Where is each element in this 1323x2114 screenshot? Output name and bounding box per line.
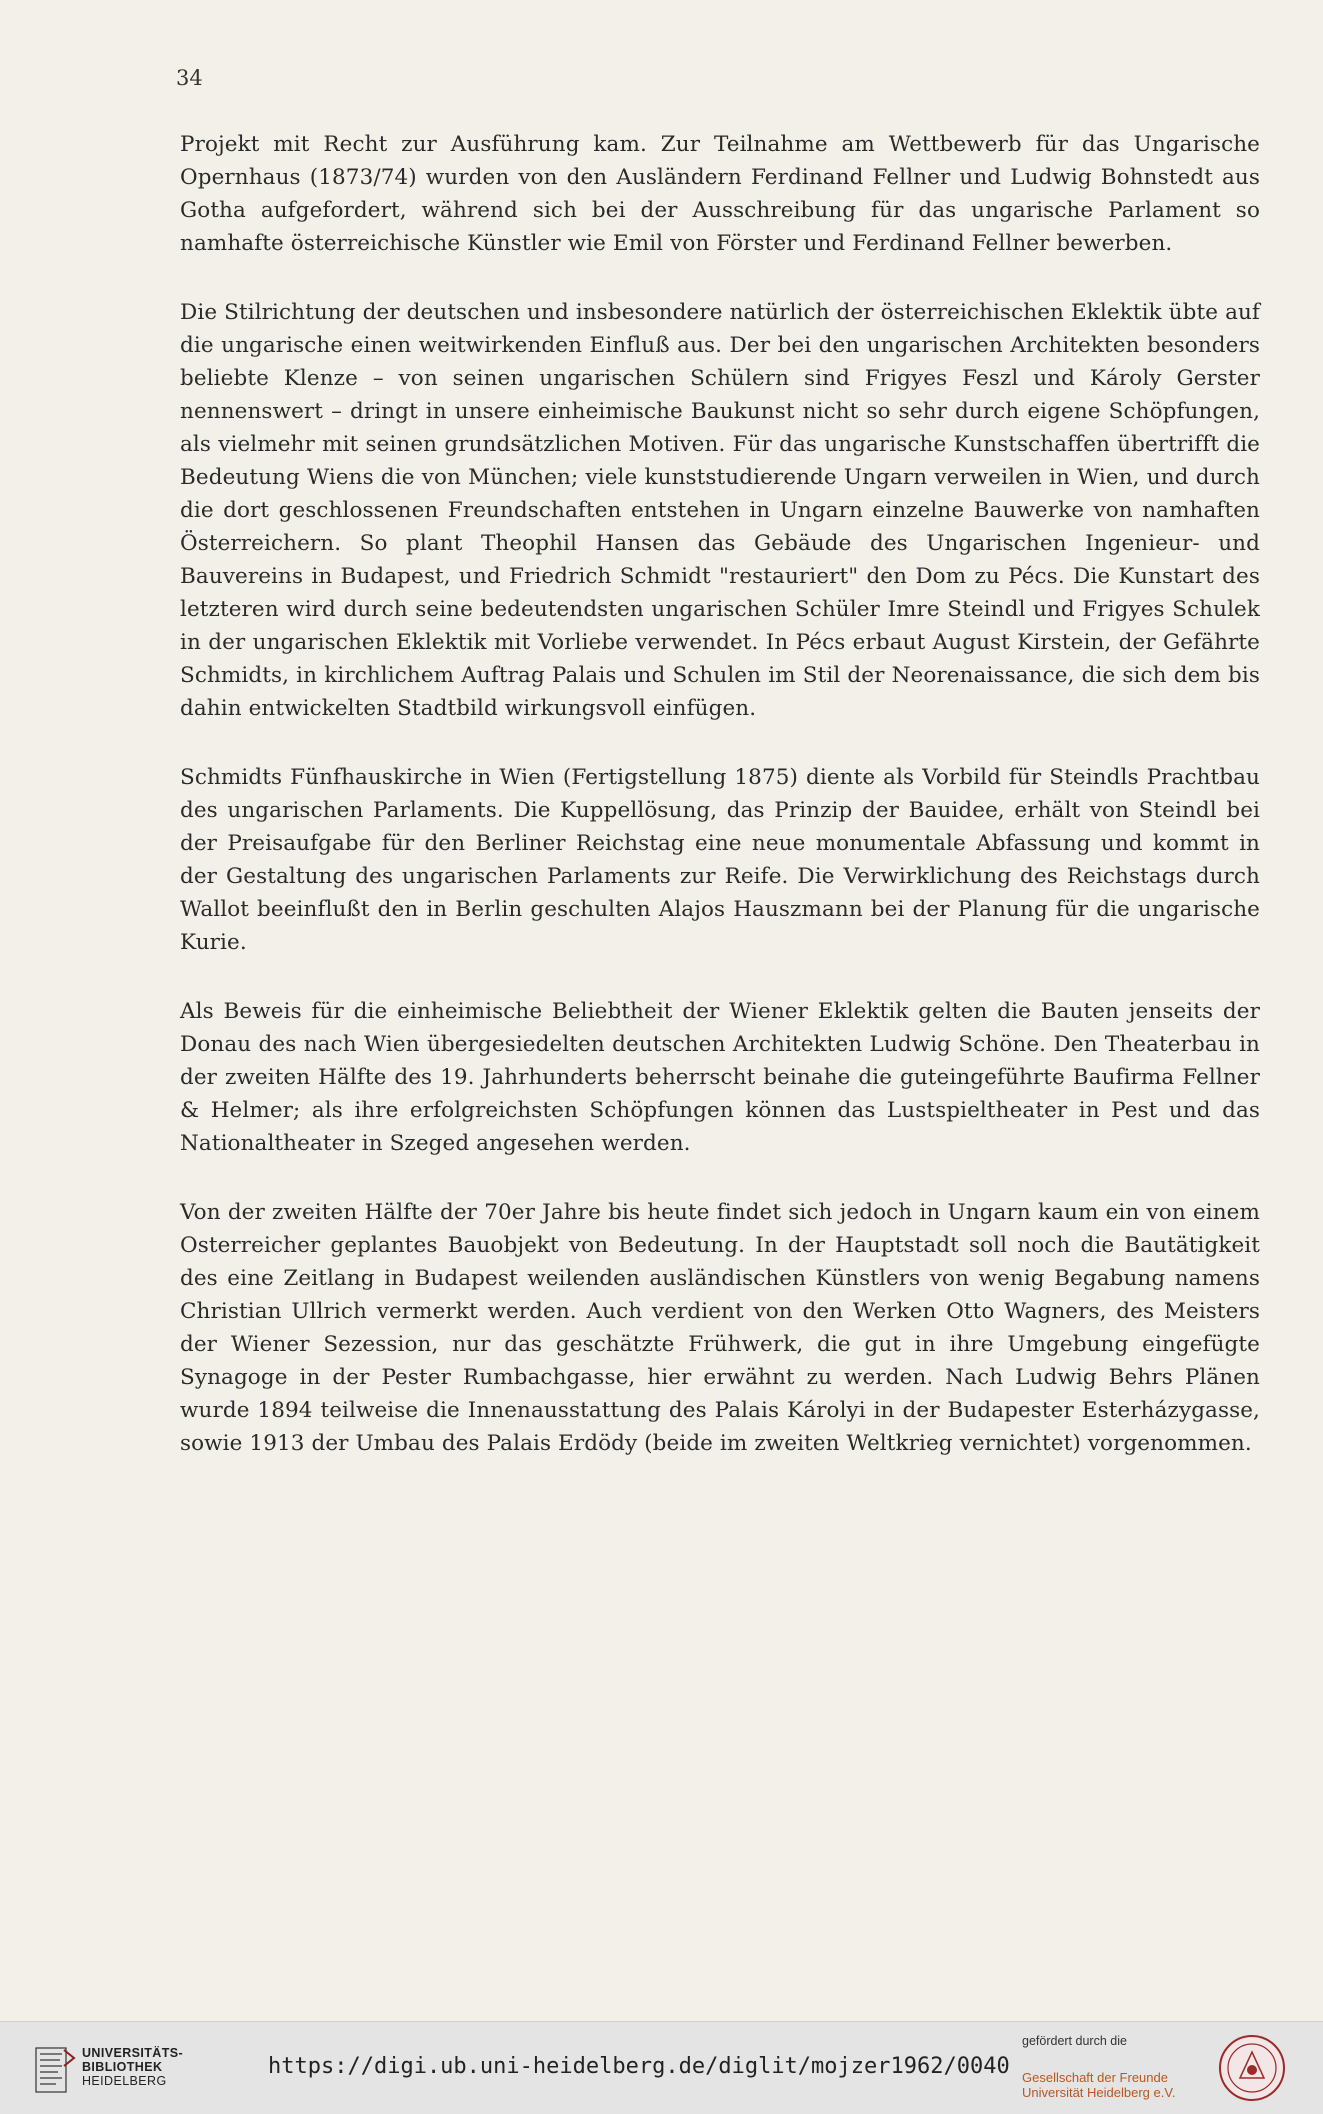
page-number: 34 — [176, 66, 203, 90]
university-seal-icon — [1218, 2034, 1286, 2102]
permalink-url[interactable]: https://digi.ub.uni-heidelberg.de/diglit/mojzer1962/0040 — [268, 2054, 1010, 2079]
paragraph-2: Die Stilrichtung der deutschen und insbesondere natürlich der österreichischen Eklektik übte auf die ungarische einen weitwirkenden Einfluß aus. Der bei den ungarischen Architekten besonders beliebte Klenze – von seinen ungarischen Schülern sind Frigyes Feszl und Károly Gerster nennenswert – dringt in unsere einheimische Baukunst nicht so sehr durch eigene Schöpfungen, als vielmehr mit seinen grundsätzlichen Motiven. Für das ungarische Kunstschaffen übertrifft die Bedeutung Wiens die von München; viele kunststudierende Ungarn verweilen in Wien, und durch die dort geschlossenen Freundschaften entstehen in Ungarn einzelne Bauwerke von namhaften Österreichern. So plant Theophil Hansen das Gebäude des Ungarischen Ingenieur- und Bauvereins in Budapest, und Friedrich Schmidt "restauriert" den Dom zu Pécs. Die Kunstart des letzteren wird durch seine bedeutendsten ungarischen Schüler Imre Steindl und Frigyes Schulek in der ungarischen Eklektik mit Vorliebe verwendet. In Pécs erbaut August Kirstein, der Gefährte Schmidts, in kirchlichem Auftrag Palais und Schulen im Stil der Neorenaissance, die sich dem bis dahin entwickelten Stadtbild wirkungsvoll einfügen. — [180, 300, 1260, 721]
library-name-line-1: UNIVERSITÄTS- — [82, 2046, 184, 2060]
paragraph-4: Als Beweis für die einheimische Beliebtheit der Wiener Eklektik gelten die Bauten jenseits der Donau des nach Wien übergesiedelten deutschen Architekten Ludwig Schöne. Den Theaterbau in der zweiten Hälfte des 19. Jahrhunderts beherrscht beinahe die guteingeführte Baufirma Fellner & Helmer; als ihre erfolgreichsten Schöpfungen können das Lustspieltheater in Pest und das Nationaltheater in Szeged angesehen werden. — [180, 999, 1260, 1156]
library-name — [82, 2046, 183, 2088]
paragraph-1: Projekt mit Recht zur Ausführung kam. Zur Teilnahme am Wettbewerb für das Ungarische Opernhaus (1873/74) wurden von den Ausländern Ferdinand Fellner und Ludwig Bohnstedt aus Gotha aufgefordert, während sich bei der Ausschreibung für das ungarische Parlament so namhafte österreichische Künstler wie Emil von Förster und Ferdinand Fellner bewerben. — [180, 132, 1260, 256]
paragraph-3: Schmidts Fünfhauskirche in Wien (Fertigstellung 1875) diente als Vorbild für Steindls Prachtbau des ungarischen Parlaments. Die Kuppellösung, das Prinzip der Bauidee, erhält von Steindl bei der Preisaufgabe für den Berliner Reichstag eine neue monumentale Abfassung und kommt in der Gestaltung des ungarischen Parlaments zur Reife. Die Verwirklichung des Reichstags durch Wallot beeinflußt den in Berlin geschulten Alajos Hauszmann bei der Planung für die ungarische Kurie. — [180, 765, 1260, 955]
funded-by-label: gefördert durch die — [1022, 2034, 1127, 2048]
library-name-line-2: BIBLIOTHEK — [82, 2060, 163, 2074]
society-name-line-1: Gesellschaft der Freunde — [1022, 2070, 1168, 2085]
page-body — [180, 128, 1260, 1496]
society-name — [1022, 2070, 1175, 2100]
library-logo-icon — [34, 2044, 76, 2096]
society-name-line-2: Universität Heidelberg e.V. — [1022, 2085, 1176, 2100]
footer-bar — [0, 2021, 1323, 2114]
library-name-line-3: HEIDELBERG — [82, 2074, 167, 2088]
paragraph-5: Von der zweiten Hälfte der 70er Jahre bis heute findet sich jedoch in Ungarn kaum ein von einem Osterreicher geplantes Bauobjekt von Bedeutung. In der Hauptstadt soll noch die Bautätigkeit des eine Zeitlang in Budapest weilenden ausländischen Künstlers von wenig Begabung namens Christian Ullrich vermerkt werden. Auch verdient von den Werken Otto Wagners, des Meisters der Wiener Sezession, nur das geschätzte Frühwerk, die gut in ihre Umgebung eingefügte Synagoge in der Pester Rumbachgasse, hier erwähnt zu werden. Nach Ludwig Behrs Plänen wurde 1894 teilweise die Innenausstattung des Palais Károlyi in der Budapester Esterházygasse, sowie 1913 der Umbau des Palais Erdödy (beide im zweiten Weltkrieg vernichtet) vorgenommen. — [180, 1200, 1260, 1456]
